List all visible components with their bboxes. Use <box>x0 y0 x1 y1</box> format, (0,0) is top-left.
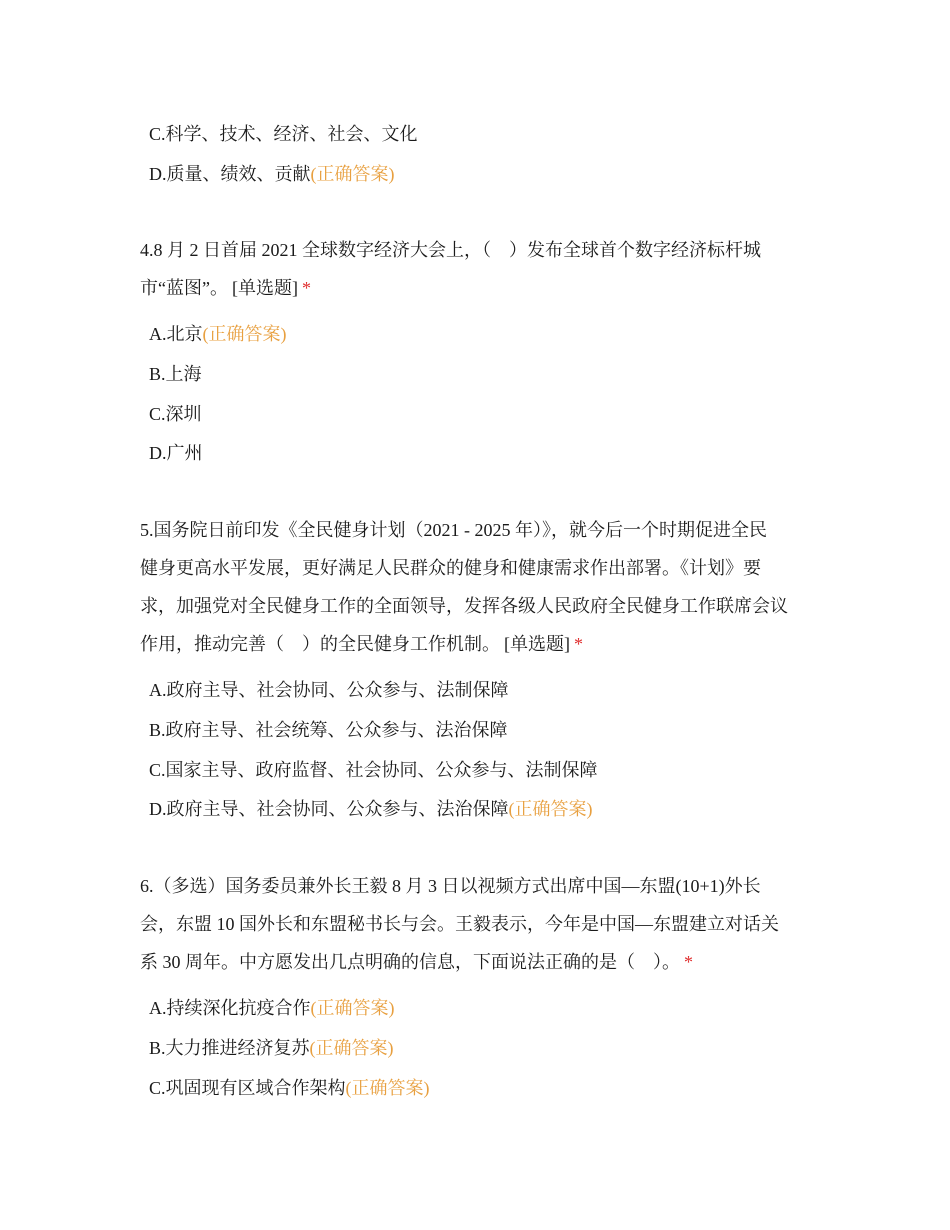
option-text: C.巩固现有区域合作架构 <box>149 1078 346 1098</box>
option-c <box>149 758 598 782</box>
question-text-line: 系 30 周年。中方愿发出几点明确的信息，下面说法正确的是（ ）。 * <box>140 952 693 972</box>
correct-answer-label: (正确答案) <box>202 324 287 344</box>
question-text-line: 5.国务院日前印发《全民健身计划（2021 - 2025 年）》，就今后一个时期促进全民 <box>140 520 767 540</box>
option-text: B.上海 <box>149 364 202 384</box>
option-text: A.持续深化抗疫合作 <box>149 998 311 1018</box>
option-text: B.大力推进经济复苏 <box>149 1038 310 1058</box>
required-mark: * <box>684 952 693 972</box>
option-b <box>149 718 508 742</box>
option-c <box>149 1076 430 1100</box>
question-type-tag: [单选题] <box>231 278 298 298</box>
question-text-line: 市“蓝图”。 [单选题] * <box>140 278 311 298</box>
question-text-line: 6.（多选）国务委员兼外长王毅 8 月 3 日以视频方式出席中国—东盟(10+1)外长 <box>140 876 761 896</box>
correct-answer-label: (正确答案) <box>310 998 395 1018</box>
option-a <box>149 322 287 346</box>
question-type-tag: [单选题] <box>504 634 570 654</box>
option-text: D.政府主导、社会协同、公众参与、法治保障 <box>149 799 509 819</box>
question-text-line: 健身更高水平发展，更好满足人民群众的健身和健康需求作出部署。《计划》要 <box>140 558 761 578</box>
option-text: B.政府主导、社会统筹、公众参与、法治保障 <box>149 720 508 740</box>
option-b <box>149 1036 394 1060</box>
option-text: A.北京 <box>149 324 203 344</box>
question-text-line: 求，加强党对全民健身工作的全面领导，发挥各级人民政府全民健身工作联席会议 <box>140 596 788 616</box>
option-b <box>149 362 202 386</box>
required-mark: * <box>301 278 311 298</box>
option-a <box>149 996 395 1020</box>
option-c <box>149 402 202 426</box>
option-c <box>149 122 418 146</box>
option-d <box>149 162 395 186</box>
question-text-line: 会，东盟 10 国外长和东盟秘书长与会。王毅表示，今年是中国—东盟建立对话关 <box>140 914 779 934</box>
option-text: A.政府主导、社会协同、公众参与、法制保障 <box>149 680 509 700</box>
option-text: D.质量、绩效、贡献 <box>149 164 311 184</box>
option-text: C.科学、技术、经济、社会、文化 <box>149 124 418 144</box>
option-text: C.国家主导、政府监督、社会协同、公众参与、法制保障 <box>149 760 598 780</box>
option-d <box>149 441 203 465</box>
option-text: D.广州 <box>149 443 203 463</box>
required-mark: * <box>574 634 583 654</box>
correct-answer-label: (正确答案) <box>309 1038 394 1058</box>
correct-answer-label: (正确答案) <box>345 1078 430 1098</box>
correct-answer-label: (正确答案) <box>310 164 395 184</box>
question-text-line: 4.8 月 2 日首届 2021 全球数字经济大会上，（ ）发布全球首个数字经济标杆城 <box>140 240 761 260</box>
option-text: C.深圳 <box>149 404 202 424</box>
option-a <box>149 678 509 702</box>
question-text-line: 作用，推动完善（ ）的全民健身工作机制。 [单选题] * <box>140 634 583 654</box>
option-d <box>149 797 593 821</box>
correct-answer-label: (正确答案) <box>508 799 593 819</box>
